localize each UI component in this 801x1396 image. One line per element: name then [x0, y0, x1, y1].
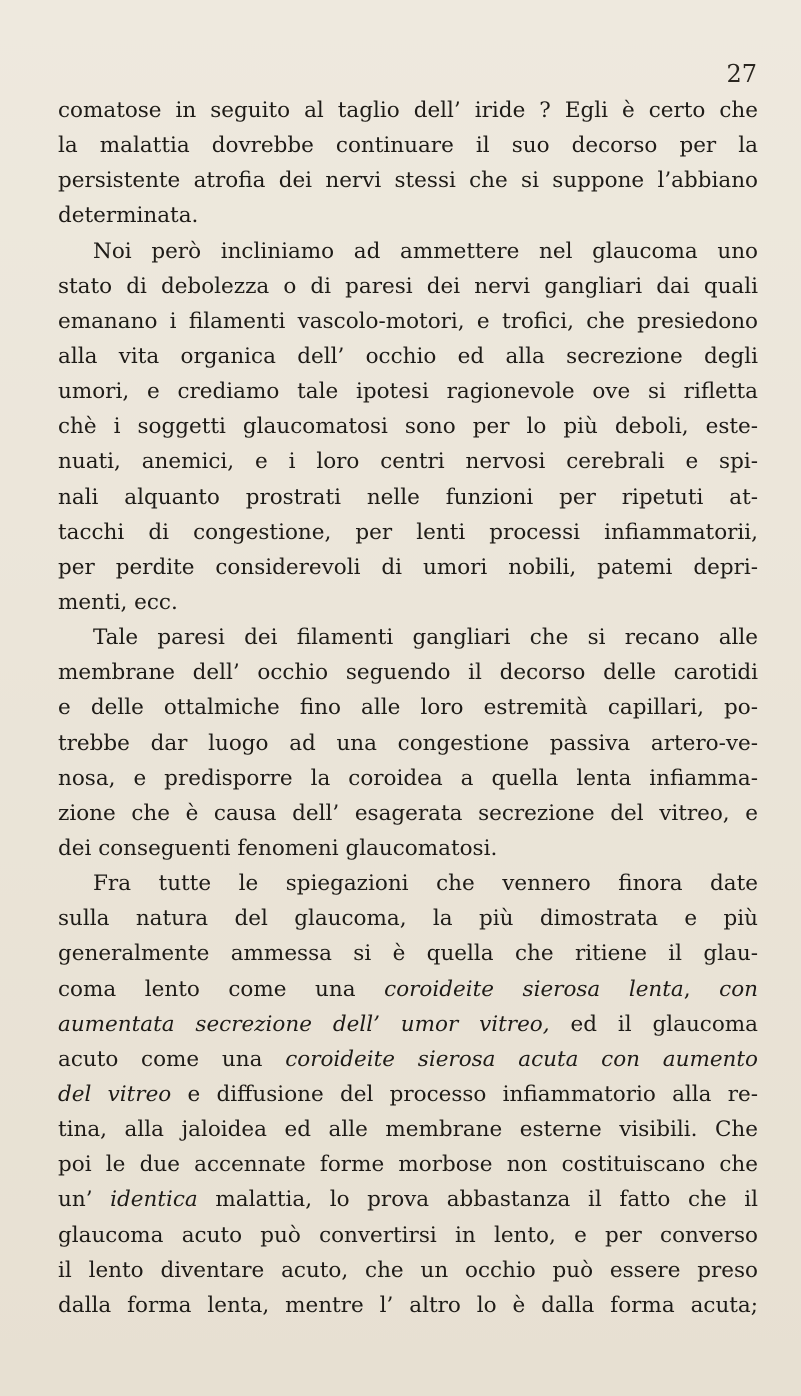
text-line: Fra tutte le spiegazioni che vennero finora date: [93, 871, 758, 897]
text-line: nosa, e predisporre la coroidea a quella lenta infiamma-: [58, 765, 758, 791]
text-line: tina, alla jaloidea ed alle membrane esterne visibili. Che: [58, 1117, 758, 1143]
text-line: determinata.: [58, 203, 199, 229]
text-line: generalmente ammessa si è quella che ritiene il glau-: [58, 941, 758, 967]
text-line: Tale paresi dei filamenti gangliari che si recano alle: [93, 625, 758, 651]
page-number: 27: [726, 60, 757, 88]
text-line: dei conseguenti fenomeni glaucomatosi.: [58, 835, 498, 861]
body-text: [58, 93, 758, 1323]
text-line: un’ identica malattia, lo prova abbastanza il fatto che il: [58, 1187, 758, 1213]
text-line: sulla natura del glaucoma, la più dimostrata e più: [58, 906, 758, 932]
text-line: la malattia dovrebbe continuare il suo decorso per la: [58, 133, 758, 159]
text-line: coma lento come una coroideite sierosa lenta, con: [58, 976, 758, 1002]
text-line: poi le due accennate forme morbose non costituiscano che: [58, 1152, 758, 1178]
text-line: alla vita organica dell’ occhio ed alla secrezione degli: [58, 343, 758, 369]
text-line: e delle ottalmiche fino alle loro estremità capillari, po-: [58, 695, 758, 721]
text-line: umori, e crediamo tale ipotesi ragionevole ove si rifletta: [58, 379, 758, 405]
text-line: emanano i filamenti vascolo-motori, e trofici, che presiedono: [58, 308, 758, 334]
text-line: zione che è causa dell’ esagerata secrezione del vitreo, e: [58, 800, 758, 826]
text-line: del vitreo e diffusione del processo infiammatorio alla re-: [58, 1081, 758, 1107]
text-line: tacchi di congestione, per lenti processi infiammatorii,: [58, 519, 758, 545]
text-line: trebbe dar luogo ad una congestione passiva artero-ve-: [58, 730, 758, 756]
text-line: nuati, anemici, e i loro centri nervosi cerebrali e spi-: [58, 449, 758, 475]
text-line: acuto come una coroideite sierosa acuta con aumento: [58, 1046, 758, 1072]
text-line: menti, ecc.: [58, 589, 178, 615]
text-line: comatose in seguito al taglio dell’ iride ? Egli è certo che: [58, 98, 758, 123]
text-line: chè i soggetti glaucomatosi sono per lo più deboli, este-: [58, 414, 758, 440]
text-line: glaucoma acuto può convertirsi in lento, e per converso: [58, 1222, 758, 1248]
text-line: il lento diventare acuto, che un occhio può essere preso: [58, 1257, 758, 1283]
text-line: Noi però incliniamo ad ammettere nel glaucoma uno: [93, 238, 758, 264]
text-line: persistente atrofia dei nervi stessi che si suppone l’abbiano: [58, 168, 758, 194]
text-line: dalla forma lenta, mentre l’ altro lo è dalla forma acuta;: [58, 1292, 758, 1318]
text-line: aumentata secrezione dell’ umor vitreo, ed il glaucoma: [58, 1011, 758, 1037]
text-line: membrane dell’ occhio seguendo il decorso delle carotidi: [58, 660, 758, 686]
text-line: nali alquanto prostrati nelle funzioni per ripetuti at-: [58, 484, 758, 510]
text-line: stato di debolezza o di paresi dei nervi gangliari dai quali: [58, 273, 758, 299]
text-line: per perdite considerevoli di umori nobili, patemi depri-: [58, 554, 758, 580]
